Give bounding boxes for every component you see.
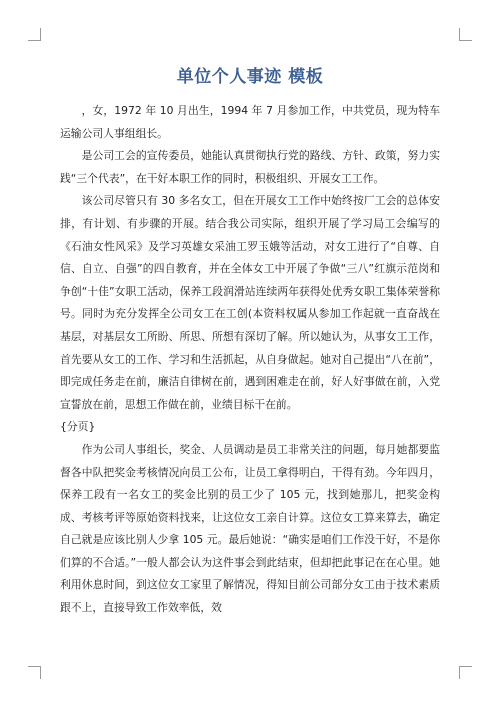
page-corner-mark-bottom-left [28, 666, 41, 679]
paragraph-intro: ，女，1972 年 10 月出生，1994 年 7 月参加工作，中共党员，现为特车运输公司人事组组长。 [60, 104, 440, 140]
document-body [60, 100, 440, 620]
document-title: 单位个人事迹 模板 [176, 67, 324, 87]
page-corner-mark-top-right [459, 28, 472, 41]
page-break-marker: {分页} [60, 420, 96, 434]
paragraph-hr-duties: 作为公司人事组长，奖金、人员调动是员工非常关注的问题，每月她都要监督各中队把奖金考核情况向员工公布，让员工拿得明白，干得有劲。今年四月，保养工段有一名女工的奖金比别的员工少了 105 元，找到她那儿，把奖金构成、考核考评等原始资料找来，让这位女工亲自计算。这位女工算来算去，确定自己就是应该比别人少拿 105 元。最后她说：“确实是咱们工作没干好，不是你们算的不合适。”一般人都会认为这件事会到此结束，但却把此事记在在心里。她利用休息时间，到这位女工家里了解情况，得知目前公司部分女工由于技术素质跟不上，直接导致工作效率低，效 [60, 442, 440, 615]
paragraph-role: 是公司工会的宣传委员，她能认真贯彻执行党的路线、方针、政策，努力实践“三个代表”，在干好本职工作的同时，积极组织、开展女工工作。 [60, 149, 440, 185]
page-corner-mark-top-left [28, 28, 41, 41]
page-corner-mark-bottom-right [459, 666, 472, 679]
paragraph-women-work: 该公司尽管只有 30 多名女工，但在开展女工工作中始终按厂工会的总体安排，有计划、有步骤的开展。结合我公司实际，组织开展了学习局工会编写的《石油女性风采》及学习英雄女采油工罗玉娥等活动，对女工进行了“自尊、自信、自立、自强”的四自教育，并在全体女工中开展了争做“三八”红旗示范岗和争创“十佳”女职工活动，保养工段润滑站连续两年获得处优秀女职工集体荣誉称号。同时为充分发挥全公司女工在工创(本资料权属从参加工作起就一直奋战在基层，对基层女工所盼、所思、所想有深切了解。所以她认为，从事女工工作，首先要从女工的工作、学习和生活抓起，从自身做起。她对自己提出“八在前”，即完成任务走在前，廉洁自律树在前，遇到困难走在前，好人好事做在前，入党宣誓放在前，思想工作做在前，业绩目标干在前。 [60, 194, 440, 411]
